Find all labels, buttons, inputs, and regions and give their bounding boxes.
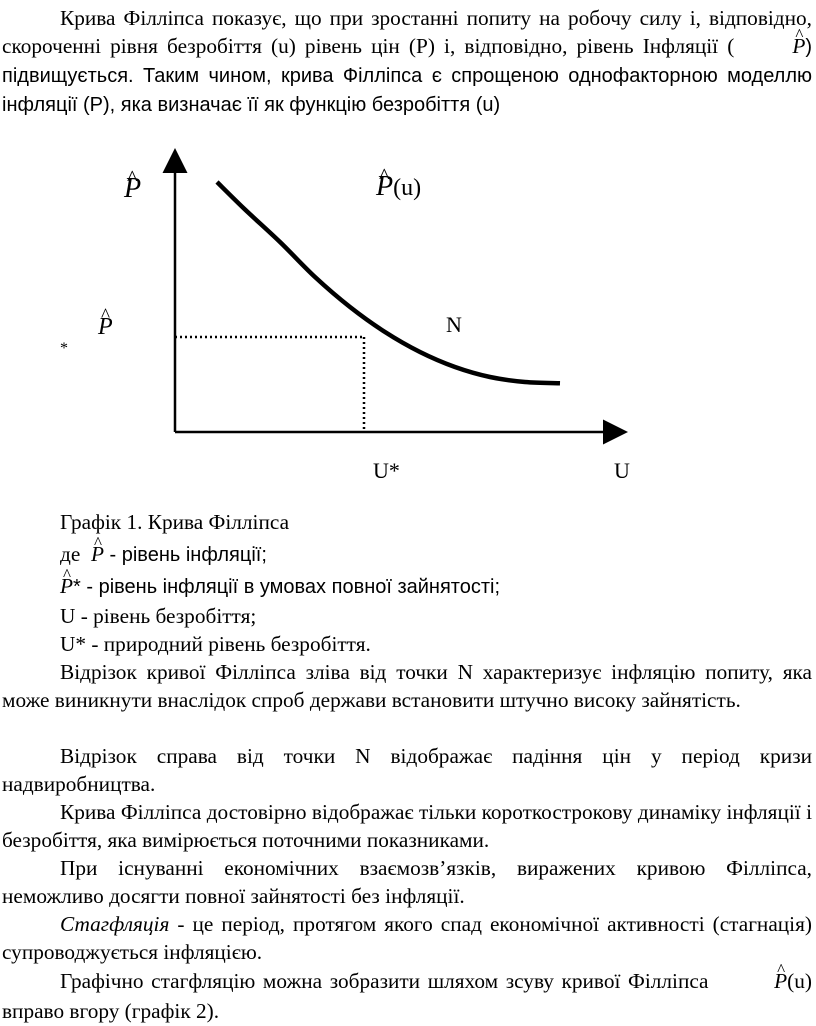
y-axis-label: ^ P [124, 178, 141, 200]
phillips-curve-chart [0, 140, 816, 490]
stagflation-term: Стагфляція [60, 912, 170, 936]
paragraph-graphical [2, 966, 812, 1026]
p-hat-symbol: ^ P [734, 32, 805, 60]
u-star-label: U* [373, 458, 400, 483]
point-n-label: N [446, 312, 462, 337]
definition-prefix: де [60, 542, 81, 566]
paragraph-right-segment: Відрізок справа від точки N відображає падіння цін у період кризи надвиробництва. [2, 744, 812, 796]
definition-u: U - рівень безробіття; [60, 604, 257, 628]
intro-paragraph [2, 4, 812, 119]
definition-p-symbol: ^ P [91, 540, 104, 568]
paragraph-full-employment: При існуванні економічних взаємозв’язків, виражених кривою Філліпса, неможливо досягти повної зайнятості без інфляції. [2, 856, 812, 908]
graphical-p-symbol: ^ P [716, 966, 787, 996]
definition-p-star [60, 572, 500, 601]
definition-p-star-text: * - рівень інфляції в умовах повної зайнятості; [73, 576, 501, 598]
p-star-mark: * [60, 340, 68, 357]
definition-p [60, 540, 267, 569]
intro-text-1: Крива Філліпса показує, що при зростанні попиту на робочу силу і, відповідно, скороченні рівня безробіття (u) рівень цін (Р) і, відповідно, рівень Інфляції ( [2, 6, 812, 58]
definition-p-star-symbol: ^ P [60, 572, 73, 600]
curve-label-symbol: ^ P [376, 176, 393, 198]
graphical-text-1: Графічно стагфляцію можна зобразити шляхом зсуву кривої Філліпса [60, 969, 717, 993]
curve-label-arg: (u) [393, 175, 422, 201]
x-axis-label: U [614, 458, 630, 483]
definition-u-star: U* - природний рівень безробіття. [60, 632, 371, 656]
definition-p-text: - рівень інфляції; [103, 544, 267, 566]
paragraph-short-term-text: Крива Філліпса достовірно відображає тільки короткострокову динаміку інфляції і безробіття, яка вимірюється поточними показниками. [2, 800, 812, 852]
graphical-text-2: вправо вгору (графік 2). [2, 999, 220, 1023]
chart-caption: Графік 1. Крива Філліпса [60, 510, 290, 534]
paragraph-stagflation [2, 910, 812, 966]
graphical-arg: (u) [787, 969, 812, 993]
intro-text-2: ) підвищується. Таким чином, крива Філліпса є спрощеною однофакторною моделлю інфляції (Р), яка визначає її як функцію безробіття (u) [2, 36, 812, 116]
curve-label [376, 171, 422, 202]
paragraph-left-segment: Відрізок кривої Філліпса зліва від точки N характеризує інфляцію попиту, яка може виникнути внаслідок спроб держави встановити штучно високу зайнятість. [2, 660, 812, 712]
paragraph-short-term [2, 798, 812, 854]
phillips-curve [217, 182, 560, 383]
p-star-label: ^ P [98, 316, 113, 338]
stagflation-definition: - це період, протягом якого спад економічної активності (стагнація) супроводжується інфляцією. [2, 912, 812, 964]
